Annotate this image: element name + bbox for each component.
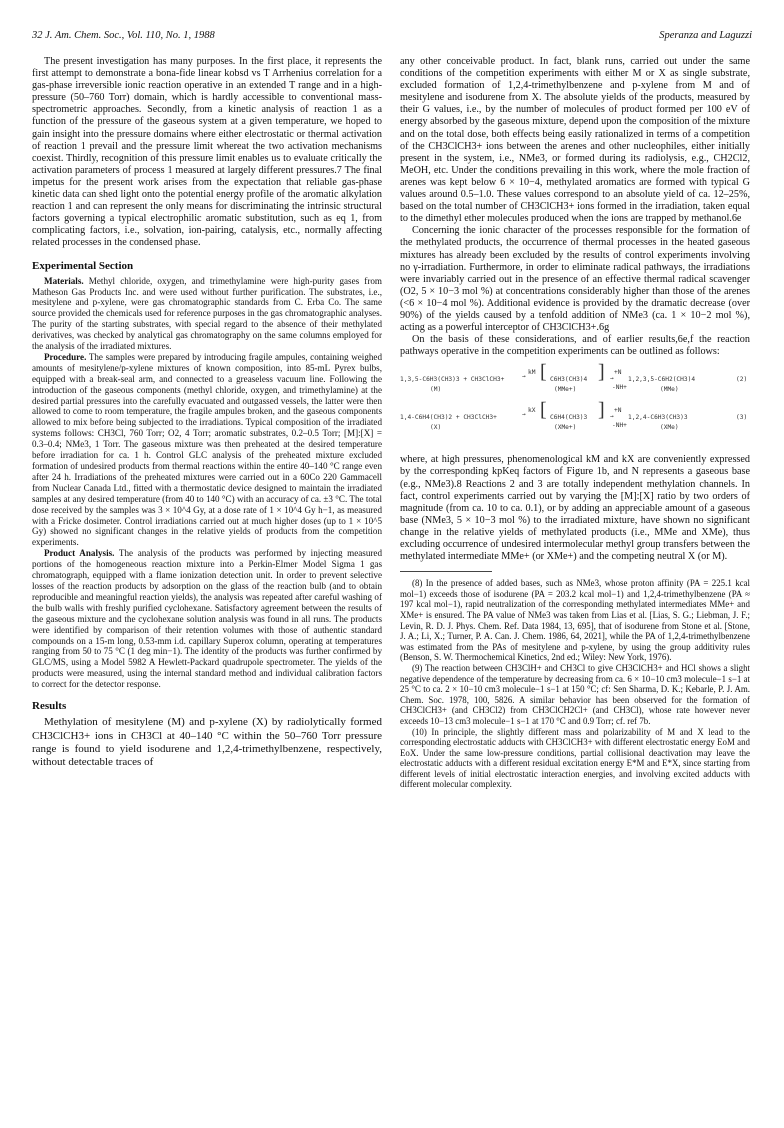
intro-paragraph: The present investigation has many purposes. In the first place, it represents the first attempt to demonstrate a bona-fide linear kobsd vs T Arrhenius correlation for a gas-phase irreversible ionic reaction operative in an extended T range and in a high-pressure (50–760 Torr) domain, which is hardly accessible to conventional mass-spectrometric approaches. Secondly, from a kinetic analysis of reaction 1 as a function of the pressure of the gaseous system at a given temperature, we hoped to gain insight into the pressure domains where either electrostatic or thermal activation of reaction 1 prevail and the pressure limit whereat the two activation mechanisms coexist. Thirdly, recognition of this pressure limit enables us to evaluate critically the activation parameters of process 1 measured at largely different pressures.7 The final impetus for the present work arises from the expectation that reliable gas-phase kinetic data can shed light onto the potential energy profile of the aromatic alkylation reaction 1 and can represent the only means for discriminating the intrinsic structural factors governing a typical electrophilic aromatic substitution, such as eq 1, from complicating factors, i.e., solvation, ion-pairing, catalysis, etc., normally affecting related processes in the condensed phase. [32, 56, 382, 249]
footnotes [400, 578, 750, 790]
r2-arrow: → [522, 373, 526, 381]
r3-base-add: +N [614, 407, 622, 415]
kinetics-paragraph: where, at high pressures, phenomenological kM and kX are conveniently expressed by the corresponding kpKeq factors of Figure 1b, and N represents a gaseous base (e.g., NMe3).8 Reactions 2 and 3 are totally independent methylation channels. In fact, control experiments carried out by varying the [M]:[X] ratio by two orders of magnitude (from ca. 10 to ca. 0.1), or by adding an appreciable amount of a gaseous base (NMe3, 5 × 10−3 mol %) to the irradiated mixture, have shown no significant change in the relative yields of methylated products (i.e., MMe and XMe), thus excluding occurrence of undesired intermolecular methyl group transfers between the methylated intermediate MMe+ (or XMe+) and the competing neutral X (or M). [400, 454, 750, 563]
ionic-character-paragraph: Concerning the ionic character of the processes responsible for the formation of the methylated products, the occurrence of thermal processes in the heated gaseous mixtures has already been excluded by the results of control experiments involving no γ-irradiation. Furthermore, in order to eliminate radical pathways, the irradiations were invariably carried out in the presence of an effective thermal radical scavenger (O2, 5 × 10−3 mol %) at concentrations considerably higher than those of the arenes (<6 × 10−4 mol %). Additional evidence is provided by the dramatic decrease (over 90%) of the yields caused by a tenfold addition of NMe3 (ca. 1 × 10−2 mol %), acting as a powerful interceptor of CH3ClCH3+.6g [400, 225, 750, 334]
r2-equation-number: (2) [736, 376, 748, 384]
r2-base-remove: -NH+ [612, 384, 627, 392]
r2-intermediate-label: (MMe+) [554, 386, 577, 394]
experimental-heading: Experimental Section [32, 259, 134, 272]
materials-text: Methyl chloride, oxygen, and trimethylamine were high-purity gases from Matheson Gas Products Inc. and were used without further purification. The substrates, i.e., mesitylene and p-xylene, were gas chromatographic standards from C. Erba Co. The same source provided the chemicals used for reference purposes in the gas chromatographic analyses. The purity of the starting substrates, with special regard to the absence of their methylated derivatives, was checked by analytical gas chromatography on the same columns employed for the analysis of the irradiated mixtures. [32, 275, 382, 352]
running-head [32, 30, 752, 46]
left-column [32, 56, 382, 770]
analysis-text: The analysis of the products was performed by injecting measured portions of the homogeneous reaction mixture into a Perkin-Elmer Model Sigma 1 gas chromatograph, equipped with a flame ionization detection unit. In order to prevent selective losses of the reaction products by adsorption on the glass of the reaction bulb (and to obtain reproducible and meaningful reaction yields), the analysis was repeated after careful washing of the bulb walls with freshly purified cyclohexane. Satisfactory agreement between the results of the gaseous mixture and the cyclohexane solution analysis was found in all runs. The products were identified by comparison of their retention volumes with those of authentic standard compounds on a 15-m long, 0.53-mm i.d. capillary Superox column, operating at temperatures ranging from 50 to 75 °C (1 deg min−1). The identity of the products was further confirmed by GLC/MS, using a Model 5982 A Hewlett-Packard quadrupole spectrometer. The yields of the products were measured, using the internal standard method and individual calibration factors to correct for the detector response. [32, 548, 382, 690]
results-paragraph: Methylation of mesitylene (M) and p-xylene (X) by radiolytically formed CH3ClCH3+ ions in CH3Cl at 40–140 °C within the 50–760 Torr pressure range is found to yield isodurene and 1,2,4-trimethylbenzene, respectively, without detectable traces of [32, 716, 382, 769]
footnote-9: (9) The reaction between CH3ClH+ and CH3Cl to give CH3ClCH3+ and HCl shows a slight negative dependence of the temperature by decreasing from ca. 6 × 10−10 cm3 molecule−1 s−1 at 25 °C to ca. 2 × 10−10 cm3 molecule−1 s−1 at 150 °C; cf: Sen Sharma, D. K.; Kebarle, P. J. Am. Chem. Soc. 1978, 100, 5826. A similar behavior has been observed for the formation of CH3ClCH3+ (and CH3Cl2) from CH3ClCH2Cl+ (and CH3Cl), whose rate however never exceeds 10−13 cm3 molecule−1 s−1 at 170 °C and 0.9 Torr; cf. ref 7b. [400, 662, 750, 726]
materials-label: Materials. [44, 275, 84, 286]
analysis-label: Product Analysis. [44, 548, 115, 559]
r3-reactant: 1,4-C6H4(CH3)2 + CH3ClCH3+ [400, 414, 497, 422]
r2-arrow-2: → [610, 375, 614, 383]
r2-intermediate: C6H3(CH3)4 [550, 376, 588, 384]
results-heading: Results [32, 700, 67, 713]
procedure-label: Procedure. [44, 351, 87, 362]
r2-bracket-close: ] [598, 361, 605, 384]
r3-reactant-label: (X) [430, 424, 442, 432]
r2-reactant-label: (M) [430, 386, 442, 394]
r3-product-label: (XMe) [660, 424, 679, 432]
reaction-scheme [400, 361, 750, 444]
r3-product: 1,2,4-C6H3(CH3)3 [628, 414, 688, 422]
r3-arrow-2: → [610, 413, 614, 421]
right-column [400, 56, 750, 790]
analysis-paragraph [32, 548, 382, 690]
footnote-10: (10) In principle, the slightly different mass and polarizability of M and X lead to the corresponding electrostatic adducts with CH3ClCH3+ with different electrostatic energy EoM and EoX. Under the same low-pressure conditions, partial collisional deactivation may leave the electrostatic adducts with a different residual excitation energy E*M and E*X, since starting from different levels of initial electrostatic interaction energies, and involving excited adducts with different molecular complexity. [400, 726, 750, 790]
r2-reactant: 1,3,5-C6H3(CH3)3 + CH3ClCH3+ [400, 376, 505, 384]
r2-rate-constant: kM [528, 369, 536, 377]
r3-equation-number: (3) [736, 414, 748, 422]
pathways-intro-paragraph: On the basis of these considerations, and of earlier results,6e,f the reaction pathways operative in the competition experiments can be outlined as follows: [400, 334, 750, 358]
procedure-paragraph [32, 352, 382, 548]
r2-product-label: (MMe) [660, 386, 679, 394]
r2-base-add: +N [614, 369, 622, 377]
continued-paragraph: any other conceivable product. In fact, blank runs, carried out under the same conditions of the competition experiments with either M or X as single substrate, excluded formation of 1,2,4-trimethylbenzene and p-xylene from M and of mesitylene and isodurene from X. The absolute yields of the products, measured by their G values, i.e., by the number of molecules of product formed per 100 eV of energy absorbed by the gaseous mixture, depend upon the composition of the mixture and on the total dose, both effects being easily rationalized in terms of a competition of the CH3ClCH3+ ions between the arenes and other nucleophiles, either initially present in the system, i.e., NMe3, or formed during its radiolysis, e.g., CH2Cl2, MeOH, etc. Under the conditions prevailing in this work, where the mole fraction of arenes was kept below 6 × 10−4, methylated aromatics are formed with typical G values around 0.5–1.0. These values correspond to an absolute yield of ca. 12–25%, based on the total number of CH3ClCH3+ ions formed in the irradiation, taken equal to the dimethyl ether molecules produced when the ions are trapped by methanol.6e [400, 56, 750, 225]
procedure-text: The samples were prepared by introducing fragile ampules, containing weighed amounts of mesitylene/p-xylene mixtures of known composition, into 85-mL Pyrex bulbs, equipped with a break-seal arm, and connected to a greaseless vacuum line. Following the introduction of the gaseous components (methyl chloride, oxygen, and trimethylamine) at the desired partial pressures into the carefully evacuated and outgassed vessels, the latter were then allowed to come to room temperature, the fragile ampules broken, and the gaseous components allowed to mix before being subjected to the irradiations. Typical composition of the irradiated systems follows: CH3Cl, 760 Torr; O2, 4 Torr; aromatic substrates, 0.2–0.5 Torr; [M]:[X] = 0.3–0.4; NMe3, 1 Torr. The gaseous mixture was then preheated at the desired temperature before irradiation for ca. 1 h. Control GLC analysis of the preheated mixture excluded formation of undesired products from thermal reactions within the entire 40–140 °C range even after 24 h. Irradiations of the preheated mixtures were carried out in a 60Co 220 Gammacell from Nuclear Canada Ltd., fitted with a thermostatic device designed to maintain the irradiated samples at any desired temperature (from 40 to 140 °C) with an accuracy of ca. ±3 °C. The total dose received by the samples was 3 × 10^4 Gy, at a dose rate of 1 × 10^4 Gy h−1, as measured with a Fricke dosimeter. Control irradiations carried out at much higher doses (up to 1 × 10^5 Gy) showed no significant changes in the relative yields of products from the competition experiments. [32, 351, 382, 548]
running-head-journal: 32 J. Am. Chem. Soc., Vol. 110, No. 1, 1988 [32, 30, 215, 41]
footnote-8: (8) In the presence of added bases, such as NMe3, whose proton affinity (PA = 225.1 kcal mol−1) exceeds those of isodurene (PA = 203.2 kcal mol−1) and 1,2,4-trimethylbenzene (PA ≈ 197 kcal mol−1), rapid neutralization of the corresponding methylated intermediates MMe+ and XMe+ is ensured. The PA value of NMe3 was taken from Lias et al. [Lias, S. G.; Liebman, J. F.; Levin, R. D. J. Phys. Chem. Ref. Data 1984, 13, 695], that of isodurene from Stone et al. [Stone, J. A.; Li, X.; Turner, P. A. Can. J. Chem. 1986, 64, 2021], while the PA of 1,2,4-trimethylbenzene was estimated from the PAs of mesitylene and p-xylene, by using the group additivity rules (Benson, S. W. Thermochemical Kinetics, 2nd ed.; Wiley: New York, 1976). [400, 578, 750, 663]
r3-intermediate: C6H4(CH3)3 [550, 414, 588, 422]
footnote-divider [400, 571, 492, 572]
r3-intermediate-label: (XMe+) [554, 424, 577, 432]
r3-bracket-open: [ [540, 399, 547, 422]
materials-paragraph [32, 276, 382, 352]
r3-base-remove: -NH+ [612, 422, 627, 430]
r3-bracket-close: ] [598, 399, 605, 422]
r2-product: 1,2,3,5-C6H2(CH3)4 [628, 376, 696, 384]
running-head-authors: Speranza and Laguzzi [659, 30, 752, 41]
r3-rate-constant: kX [528, 407, 536, 415]
r2-bracket-open: [ [540, 361, 547, 384]
r3-arrow: → [522, 411, 526, 419]
